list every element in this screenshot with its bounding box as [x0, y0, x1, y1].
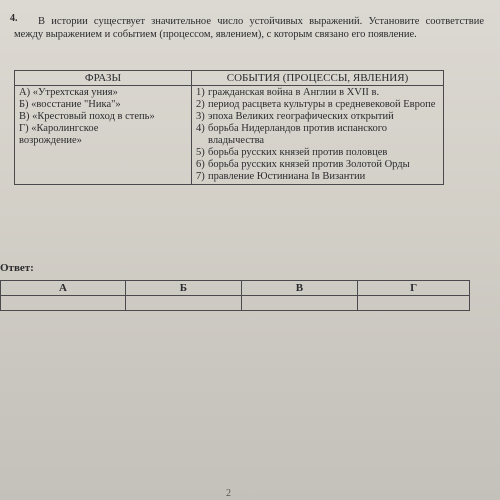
answer-col-c: В: [241, 281, 358, 296]
page-number: 2: [226, 488, 231, 499]
event-item-4: 4) борьба Нидерландов против испанского владычества: [196, 123, 387, 146]
answer-table: [0, 280, 470, 311]
answer-col-b: Б: [126, 281, 242, 296]
question-text-body: В истории существует значительное число устойчивых выражений. Установите соответствие между выражением и событием (процессом, явлением), с которым связано его появление.: [14, 16, 484, 40]
answer-col-a: А: [1, 281, 126, 296]
question-number: 4.: [10, 13, 18, 24]
event-item-1: 1) гражданская война в Англии в XVII в.: [196, 87, 380, 98]
answer-cell-d[interactable]: [358, 296, 470, 311]
answer-cell-a[interactable]: [1, 296, 126, 311]
event-item-5: 5) борьба русских князей против половцев: [196, 147, 388, 158]
phrase-b: Б) «восстание "Ника"»: [19, 99, 121, 110]
events-header: СОБЫТИЯ (ПРОЦЕССЫ, ЯВЛЕНИЯ): [192, 71, 444, 86]
event-item-2: 2) период расцвета культуры в средневековой Европе: [196, 99, 436, 110]
answer-cell-b[interactable]: [126, 296, 242, 311]
phrase-a: А) «Утрехтская уния»: [19, 87, 118, 98]
answer-col-d: Г: [358, 281, 470, 296]
question-text: [14, 15, 484, 41]
event-item-6: 6) борьба русских князей против Золотой Орды: [196, 159, 410, 170]
matching-table: [14, 70, 444, 185]
event-item-3: 3) эпоха Великих географических открытий: [196, 111, 394, 122]
answer-cell-c[interactable]: [241, 296, 358, 311]
answer-label: Ответ:: [0, 262, 34, 274]
events-cell: [192, 86, 444, 185]
phrases-cell: [15, 86, 192, 185]
phrase-c: В) «Крестовый поход в степь»: [19, 111, 155, 122]
event-item-7: 7) правление Юстиниана Iв Византии: [196, 171, 366, 182]
phrase-d: Г) «Каролингское возрождение»: [19, 123, 99, 146]
phrases-header: ФРАЗЫ: [15, 71, 192, 86]
